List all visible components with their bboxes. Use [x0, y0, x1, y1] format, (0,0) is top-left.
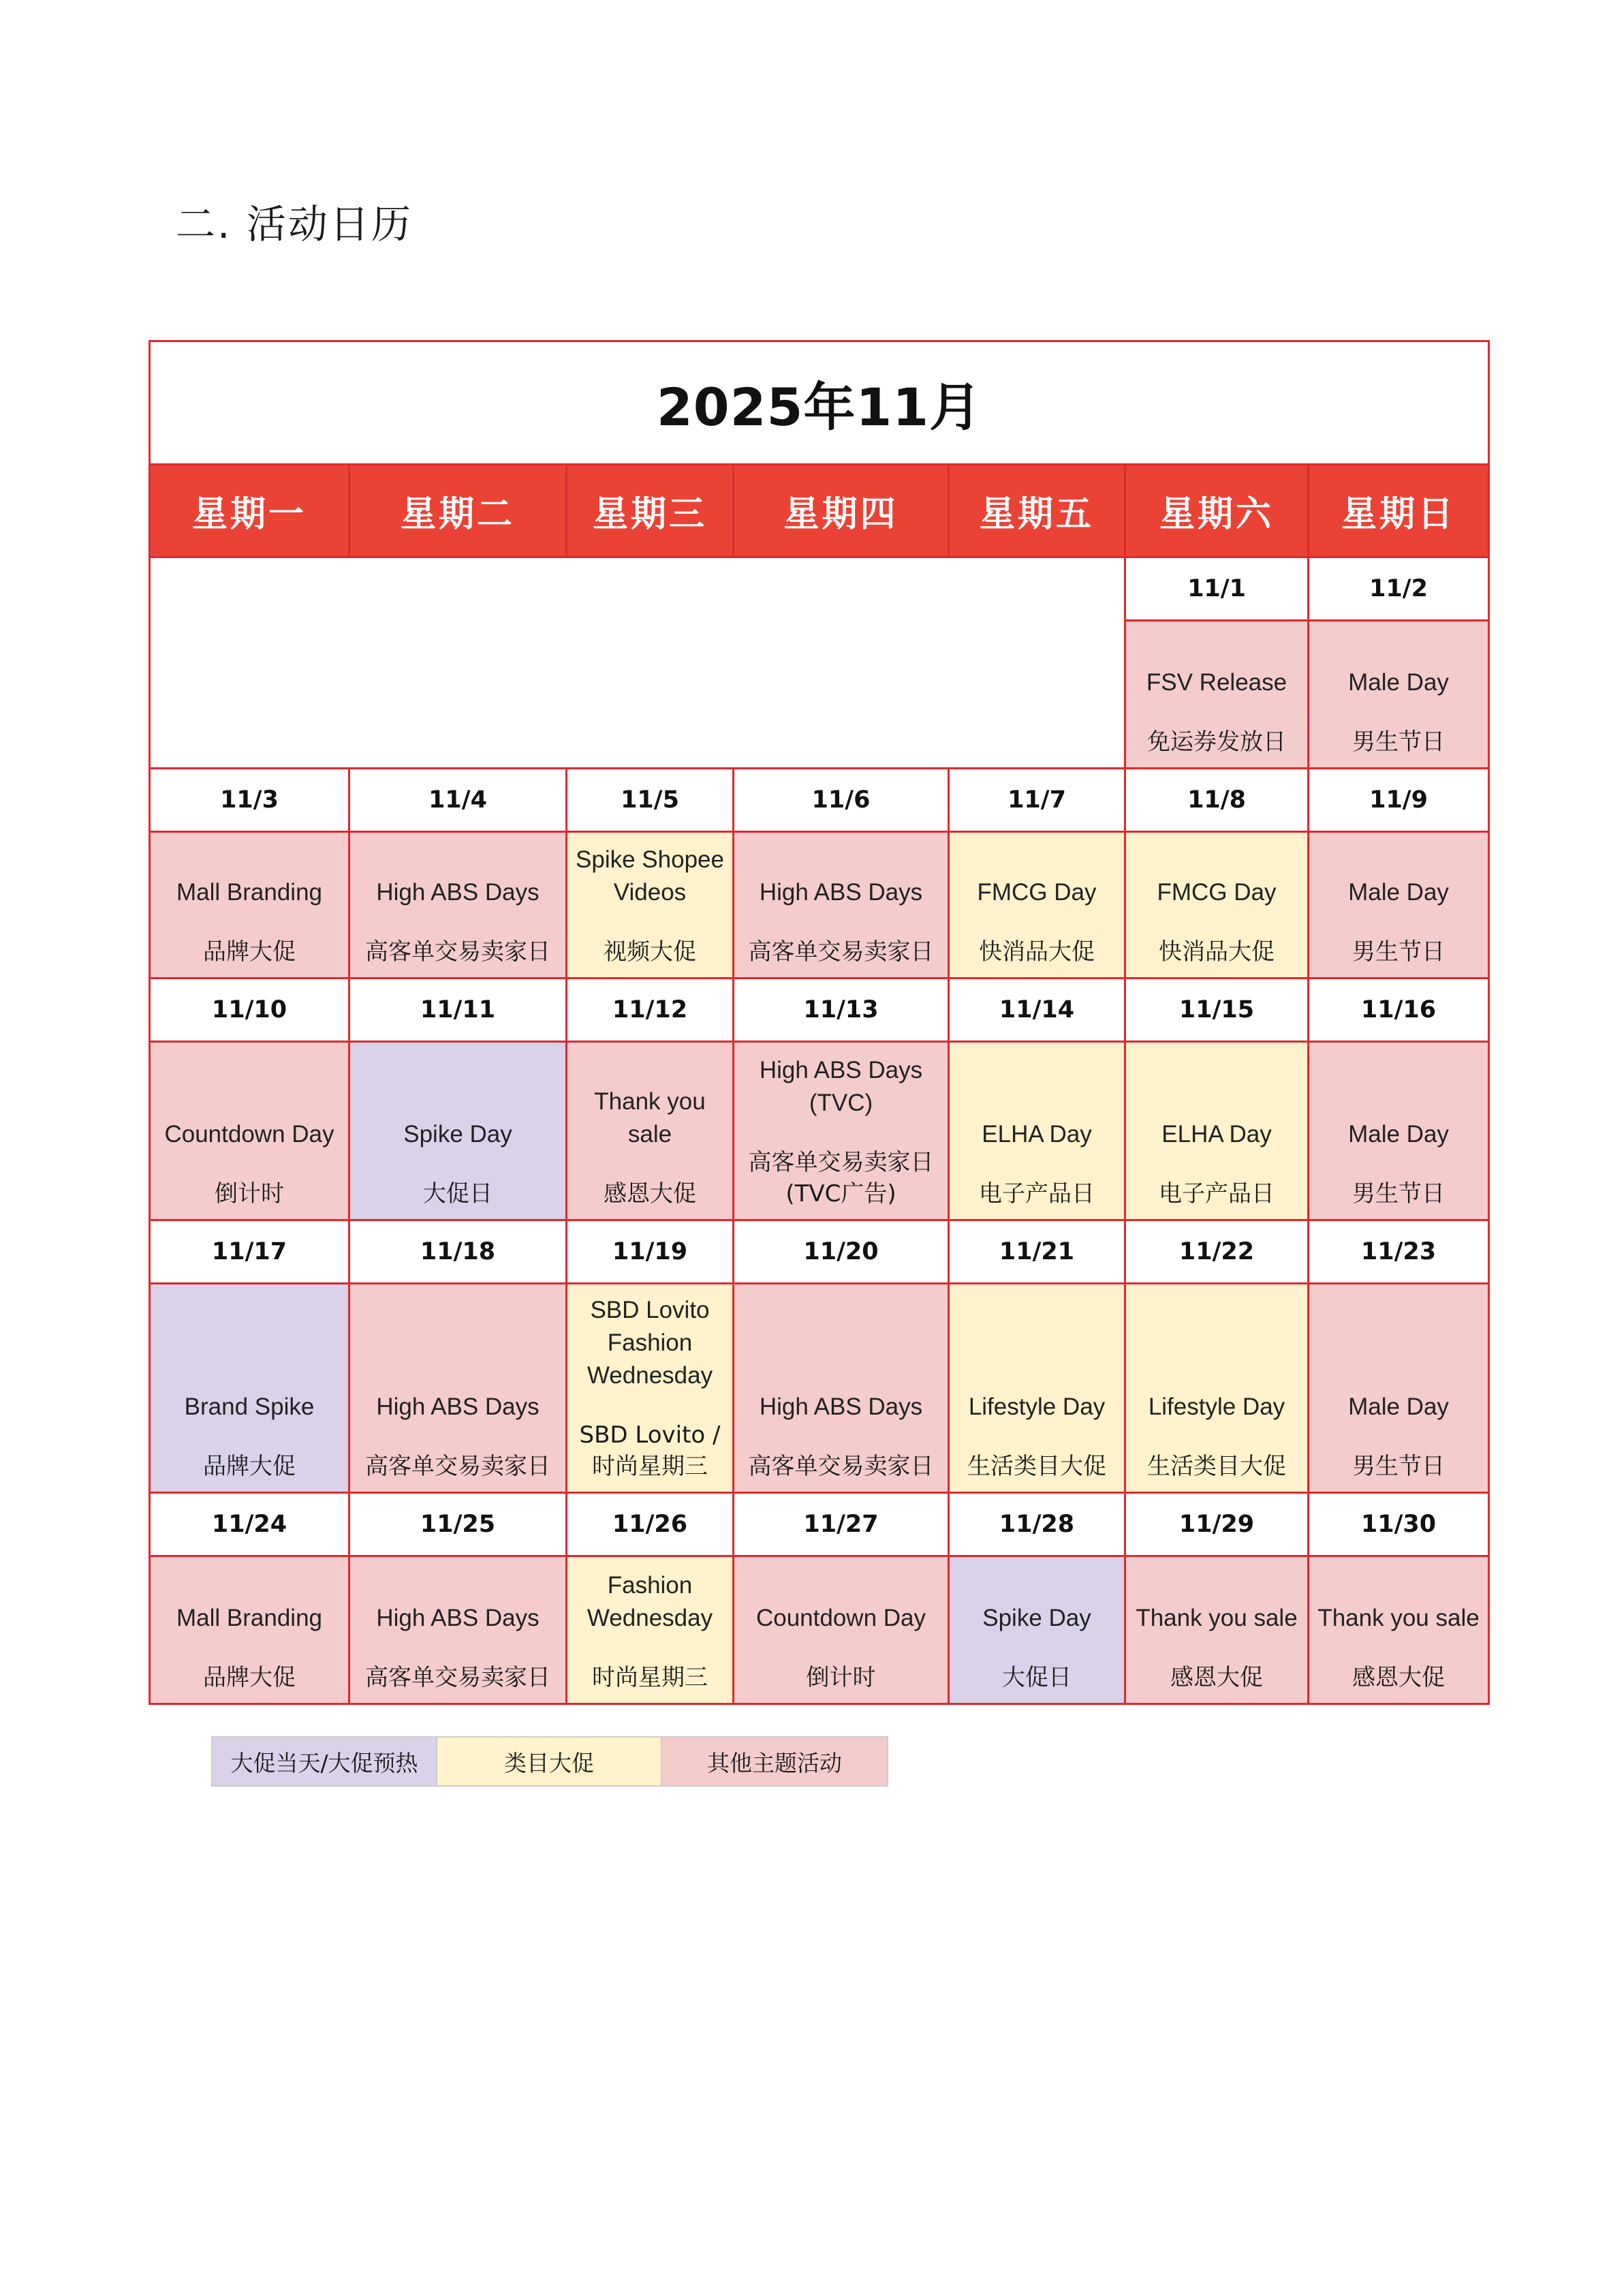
date-cell: 11/24	[150, 1492, 349, 1556]
event-name-en: Spike Shopee Videos	[576, 846, 724, 906]
event-name-en: High ABS Days	[759, 879, 923, 906]
date-cell: 11/13	[734, 979, 949, 1042]
event-cell	[1309, 1284, 1489, 1493]
event-cell	[349, 832, 567, 979]
legend-promo: 大促当天/大促预热	[213, 1738, 437, 1785]
legend-other: 其他主题活动	[662, 1738, 887, 1785]
calendar-title: 2025年11月	[150, 341, 1489, 465]
event-cell	[734, 1284, 949, 1493]
event-name-en: High ABS Days	[759, 1393, 923, 1420]
event-name-cn: 高客单交易卖家日	[365, 938, 550, 966]
event-name-en: High ABS Days	[376, 879, 540, 906]
date-cell: 11/19	[567, 1220, 734, 1283]
date-cell: 11/23	[1309, 1220, 1489, 1283]
event-name-en: Countdown Day	[755, 1605, 926, 1631]
event-name-cn: 视频大促	[604, 938, 696, 966]
weekday-header: 星期四	[734, 465, 949, 557]
event-cell	[1309, 1042, 1489, 1220]
event-name-en: Fashion Wednesday	[587, 1572, 713, 1631]
event-name-cn: 电子产品日	[1159, 1180, 1275, 1207]
date-row	[150, 1492, 1489, 1556]
event-name-cn: 高客单交易卖家日	[748, 1452, 934, 1480]
weekday-header: 星期一	[150, 465, 349, 557]
event-name-en: Countdown Day	[164, 1120, 334, 1148]
event-name-cn: SBD Lovito / 时尚星期三	[579, 1421, 721, 1480]
event-name-en: High ABS Days	[376, 1393, 540, 1420]
event-cell	[1309, 621, 1489, 769]
event-cell	[349, 1284, 567, 1493]
event-cell	[567, 832, 734, 979]
event-row	[150, 1042, 1489, 1220]
event-cell	[150, 1042, 349, 1220]
event-cell	[150, 1556, 349, 1704]
event-name-en: Male Day	[1348, 669, 1449, 696]
weekday-header: 星期日	[1309, 465, 1489, 557]
event-name-cn: 生活类目大促	[1147, 1452, 1286, 1480]
event-name-cn: 高客单交易卖家日	[365, 1452, 550, 1480]
date-row	[150, 979, 1489, 1042]
event-name-en: Lifestyle Day	[968, 1393, 1106, 1420]
event-name-en: High ABS Days	[376, 1605, 540, 1631]
event-cell	[567, 1284, 734, 1493]
event-name-cn: 电子产品日	[979, 1180, 1095, 1207]
date-cell: 11/20	[734, 1220, 949, 1283]
event-cell	[1125, 1042, 1309, 1220]
event-cell	[567, 1042, 734, 1220]
date-cell: 11/21	[949, 1220, 1125, 1283]
event-name-en: FSV Release	[1146, 669, 1287, 696]
event-name-cn: 生活类目大促	[967, 1452, 1106, 1480]
event-name-cn: 倒计时	[215, 1180, 284, 1207]
event-cell	[150, 1284, 349, 1493]
event-name-cn: 男生节日	[1352, 1180, 1446, 1207]
date-cell: 11/11	[349, 979, 567, 1042]
weekday-header: 星期三	[567, 465, 734, 557]
event-name-en: Thank you sale	[1317, 1605, 1480, 1631]
event-cell	[949, 1556, 1125, 1704]
event-name-en: Male Day	[1348, 1393, 1449, 1420]
event-cell	[349, 1556, 567, 1704]
event-cell	[734, 1556, 949, 1704]
event-name-cn: 品牌大促	[203, 1664, 296, 1691]
empty-cell	[150, 557, 1125, 769]
event-name-en: SBD Lovito Fashion Wednesday	[587, 1296, 713, 1389]
event-name-en: Mall Branding	[176, 1605, 322, 1631]
event-row	[150, 1284, 1489, 1493]
weekday-header: 星期五	[949, 465, 1125, 557]
event-cell	[1125, 1284, 1309, 1493]
event-name-cn: 感恩大促	[1352, 1664, 1446, 1691]
weekday-header-row	[150, 465, 1489, 557]
event-name-cn: 品牌大促	[203, 1452, 296, 1480]
event-name-cn: 男生节日	[1352, 938, 1446, 966]
date-cell: 11/9	[1309, 769, 1489, 832]
date-cell: 11/18	[349, 1220, 567, 1283]
date-cell: 11/26	[567, 1492, 734, 1556]
event-name-en: ELHA Day	[982, 1120, 1092, 1148]
date-cell: 11/2	[1309, 557, 1489, 621]
event-name-cn: 大促日	[1002, 1664, 1072, 1691]
event-name-en: FMCG Day	[1157, 879, 1277, 906]
event-name-cn: 男生节日	[1352, 1452, 1446, 1480]
date-cell: 11/29	[1125, 1492, 1309, 1556]
date-cell: 11/30	[1309, 1492, 1489, 1556]
event-name-en: Lifestyle Day	[1148, 1393, 1285, 1420]
date-cell: 11/14	[949, 979, 1125, 1042]
event-name-cn: 快消品大促	[1159, 938, 1275, 966]
event-cell	[734, 1042, 949, 1220]
event-name-en: Thank you sale	[1136, 1605, 1298, 1631]
event-cell	[150, 832, 349, 979]
date-cell: 11/8	[1125, 769, 1309, 832]
date-cell: 11/16	[1309, 979, 1489, 1042]
event-name-en: Male Day	[1348, 1120, 1449, 1148]
date-cell: 11/17	[150, 1220, 349, 1283]
event-name-cn: 倒计时	[806, 1664, 876, 1691]
legend	[211, 1736, 888, 1787]
event-name-cn: 高客单交易卖家日	[365, 1664, 550, 1691]
event-cell	[349, 1042, 567, 1220]
date-cell: 11/1	[1125, 557, 1309, 621]
date-row	[150, 1220, 1489, 1283]
event-cell	[734, 832, 949, 979]
date-cell: 11/10	[150, 979, 349, 1042]
event-name-cn: 品牌大促	[203, 938, 296, 966]
event-name-en: FMCG Day	[977, 879, 1097, 906]
event-name-cn: 感恩大促	[604, 1180, 696, 1207]
event-name-cn: 高客单交易卖家日	[748, 938, 934, 966]
event-name-cn: 男生节日	[1352, 728, 1446, 756]
date-row	[150, 769, 1489, 832]
date-cell: 11/6	[734, 769, 949, 832]
event-name-en: Spike Day	[982, 1605, 1091, 1631]
event-name-en: ELHA Day	[1161, 1120, 1272, 1148]
event-row	[150, 1556, 1489, 1704]
weekday-header: 星期六	[1125, 465, 1309, 557]
section-title: 二. 活动日历	[176, 201, 413, 247]
event-name-cn: 感恩大促	[1170, 1664, 1263, 1691]
date-cell: 11/3	[150, 769, 349, 832]
date-cell: 11/15	[1125, 979, 1309, 1042]
event-cell	[1125, 621, 1309, 769]
event-cell	[1125, 832, 1309, 979]
event-cell	[949, 832, 1125, 979]
event-name-cn: 大促日	[423, 1180, 493, 1207]
date-cell: 11/7	[949, 769, 1125, 832]
legend-category: 类目大促	[437, 1738, 662, 1785]
event-name-cn: 快消品大促	[979, 938, 1095, 966]
event-name-en: High ABS Days (TVC)	[759, 1056, 923, 1116]
calendar-table	[149, 340, 1490, 1705]
date-row	[150, 557, 1489, 621]
event-row	[150, 832, 1489, 979]
event-name-cn: 时尚星期三	[592, 1664, 708, 1691]
event-name-en: Thank you sale	[594, 1088, 706, 1148]
event-cell	[949, 1284, 1125, 1493]
event-cell	[1309, 832, 1489, 979]
event-cell	[1125, 1556, 1309, 1704]
event-cell	[1309, 1556, 1489, 1704]
date-cell: 11/28	[949, 1492, 1125, 1556]
event-name-cn: 高客单交易卖家日 (TVC广告)	[748, 1148, 934, 1207]
event-name-en: Male Day	[1348, 879, 1449, 906]
date-cell: 11/27	[734, 1492, 949, 1556]
date-cell: 11/5	[567, 769, 734, 832]
weekday-header: 星期二	[349, 465, 567, 557]
date-cell: 11/25	[349, 1492, 567, 1556]
event-name-en: Mall Branding	[176, 879, 322, 906]
event-cell	[567, 1556, 734, 1704]
date-cell: 11/12	[567, 979, 734, 1042]
event-name-cn: 免运券发放日	[1147, 728, 1286, 756]
event-name-en: Brand Spike	[184, 1393, 315, 1420]
event-cell	[949, 1042, 1125, 1220]
date-cell: 11/22	[1125, 1220, 1309, 1283]
date-cell: 11/4	[349, 769, 567, 832]
event-name-en: Spike Day	[403, 1120, 512, 1148]
